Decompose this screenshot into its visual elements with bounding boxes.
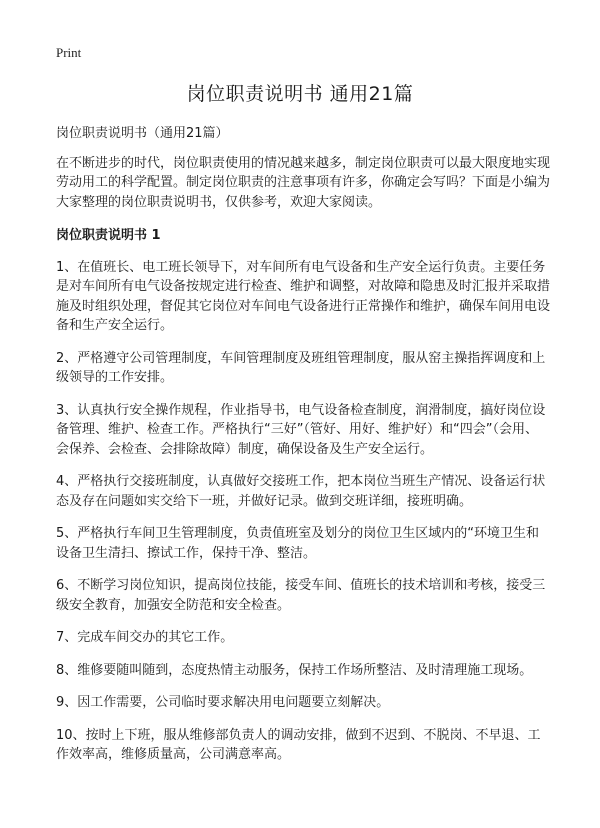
- duty-item-1: 1、在值班长、电工班长领导下，对车间所有电气设备和生产安全运行负责。主要任务是对车间所有电气设备按规定进行检查、维护和调整，对故障和隐患及时汇报并采取措施及时组织处理，督促其它岗位对车间电气设备进行正常操作和维护，确保车间用电设备和生产安全运行。: [56, 259, 551, 333]
- duty-item-6: 6、不断学习岗位知识，提高岗位技能，接受车间、值班长的技术培训和考核，接受三级安全教育，加强安全防范和安全检查。: [56, 578, 546, 613]
- duty-item-5: 5、严格执行车间卫生管理制度，负责值班室及划分的岗位卫生区域内的“环境卫生和设备卫生清扫、擦试工作，保持干净、整洁。: [56, 526, 540, 561]
- intro-paragraph: 在不断进步的时代，岗位职责使用的情况越来越多，制定岗位职责可以最大限度地实现劳动用工的科学配置。制定岗位职责的注意事项有许多，你确定会写吗？下面是小编为大家整理的岗位职责说明书，仅供参考，欢迎大家阅读。: [56, 155, 551, 210]
- document-subtitle: 岗位职责说明书（通用21篇）: [56, 126, 229, 141]
- duty-item-7: 7、完成车间交办的其它工作。: [56, 630, 234, 645]
- duty-item-3: 3、认真执行安全操作规程，作业指导书，电气设备检查制度，润滑制度，搞好岗位设备管理、维护、检查工作。严格执行“三好”（管好、用好、维护好）和“四会”（会用、会保养、会检查、会排除故障）制度，确保设备及生产安全运行。: [56, 402, 546, 457]
- duty-item-4: 4、严格执行交接班制度，认真做好交接班工作，把本岗位当班生产情况、设备运行状态及存在问题如实交给下一班，并做好记录。做到交班详细，接班明确。: [56, 474, 546, 509]
- duty-item-8: 8、维修要随叫随到，态度热情主动服务，保持工作场所整洁、及时清理施工现场。: [56, 662, 533, 678]
- document-body: [56, 124, 550, 778]
- section-heading: 岗位职责说明书 1: [56, 228, 161, 243]
- print-label[interactable]: Print: [56, 45, 82, 60]
- duty-item-9: 9、因工作需要，公司临时要求解决用电问题要立刻解决。: [56, 695, 390, 710]
- duty-item-10: 10、按时上下班，服从维修部负责人的调动安排，做到不迟到、不脱岗、不早退、工作效率高，维修质量高，公司满意率高。: [56, 727, 541, 762]
- duty-item-2: 2、严格遵守公司管理制度，车间管理制度及班组管理制度，服从窑主操指挥调度和上级领导的工作安排。: [56, 350, 546, 385]
- document-title: 岗位职责说明书 通用21篇: [186, 83, 414, 105]
